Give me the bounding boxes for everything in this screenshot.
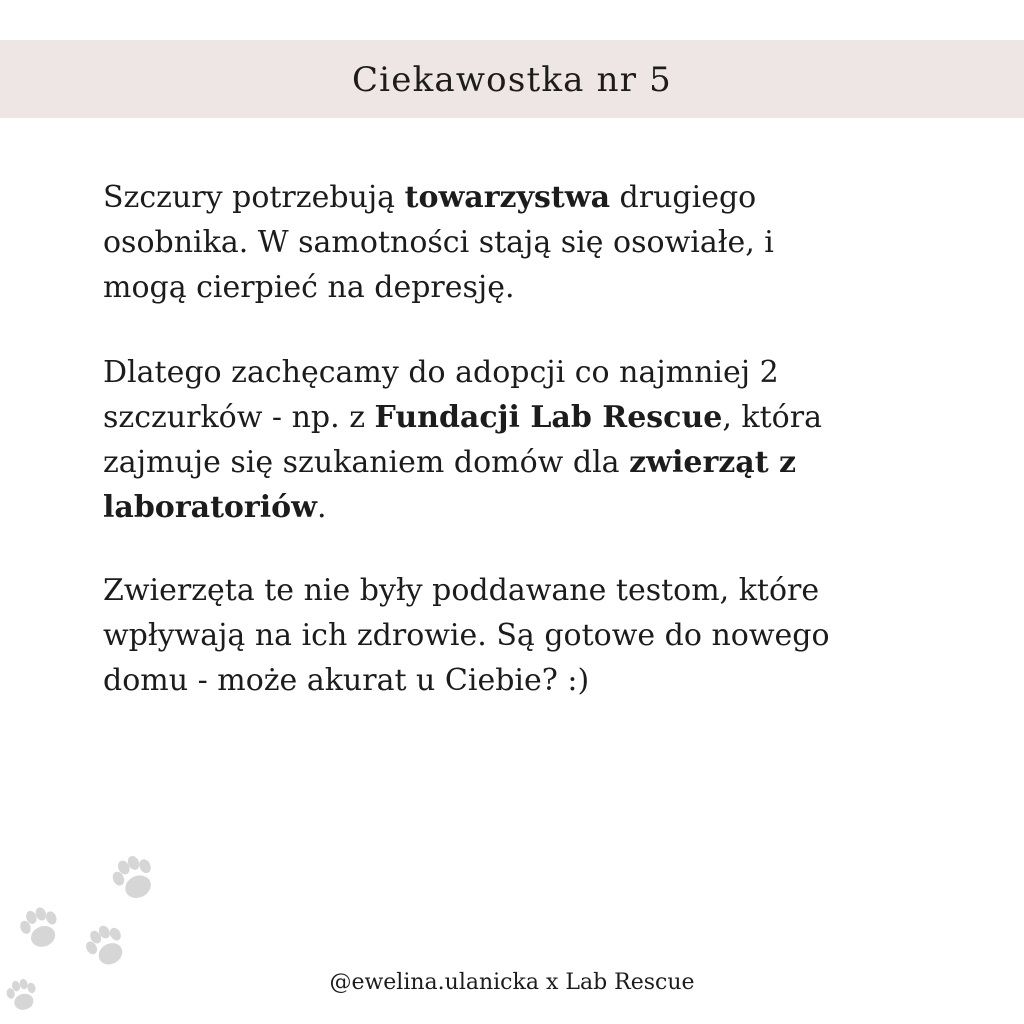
paw-print-icon — [104, 848, 164, 908]
text-line: Zwierzęta te nie były poddawane testom, które — [103, 573, 820, 608]
footer-credit: @ewelina.ulanicka x Lab Rescue — [329, 970, 695, 995]
text-line: osobnika. W samotności stają się osowiałe, i — [103, 225, 774, 260]
text-line — [103, 175, 963, 220]
emphasis-laboratories: laboratoriów — [103, 490, 317, 525]
text-line — [103, 485, 963, 530]
paw-print-icon — [78, 918, 134, 974]
text-line — [103, 395, 963, 440]
text-line: Dlatego zachęcamy do adopcji co najmniej 2 — [103, 355, 779, 390]
text-segment: drugiego — [610, 180, 757, 215]
text-line — [103, 440, 963, 485]
text-segment: zajmuje się szukaniem domów dla — [103, 445, 630, 480]
text-segment: , która — [722, 400, 822, 435]
text-segment: . — [316, 490, 327, 525]
text-line: domu - może akurat u Ciebie? :) — [103, 663, 590, 698]
text-segment: Szczury potrzebują — [103, 180, 405, 215]
text-line: mogą cierpieć na depresję. — [103, 270, 515, 305]
paragraph-companionship — [103, 175, 963, 310]
page-title: Ciekawostka nr 5 — [351, 60, 673, 100]
paw-print-icon — [12, 900, 68, 956]
paw-print-icon — [0, 970, 44, 1020]
text-line: wpływają na ich zdrowie. Są gotowe do nowego — [103, 618, 830, 653]
paragraph-adoption — [103, 350, 963, 530]
emphasis-lab-animals: zwierząt z — [629, 445, 797, 480]
emphasis-foundation: Fundacji Lab Rescue — [374, 400, 723, 435]
text-segment: szczurków - np. z — [103, 400, 375, 435]
emphasis-companionship: towarzystwa — [404, 180, 611, 215]
body-text — [103, 175, 963, 703]
paragraph-ready-for-home — [103, 568, 963, 703]
